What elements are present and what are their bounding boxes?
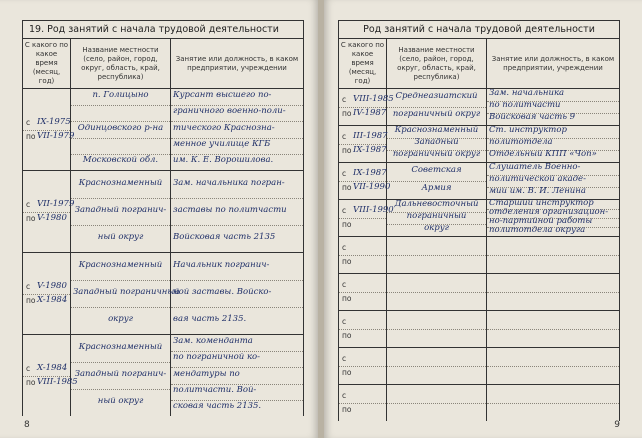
ruled-line [487,292,619,293]
place-cell [387,163,487,200]
job-box [171,89,303,170]
place-box [71,171,170,252]
place-cell [387,311,487,348]
left-page-number: 8 [24,420,30,430]
right-header-place: Название местности (село, район, город, округ, область, край, республика) [387,39,487,89]
ruled-line [387,255,486,256]
place-cell [387,200,487,237]
ruled-line [387,181,486,182]
to-label: по [342,294,352,303]
place-cell [387,274,487,311]
place-text: пограничный [406,211,467,221]
position-text: мии им. В. И. Ленина [489,186,586,196]
period-divider [339,255,386,256]
place-box [387,237,486,273]
place-box [387,163,486,199]
period-divider [339,218,386,219]
to-date: VII-1979 [37,130,75,141]
position-text: вая часть 2135. [173,313,247,324]
to-label: по [26,377,36,387]
ruled-line [487,403,619,404]
ruled-line [487,255,619,256]
position-text: Начальник погранич- [173,259,270,270]
place-text: Краснознаменный [78,177,163,188]
position-text: Ст. инструктор [489,125,567,135]
job-box [487,311,619,347]
place-cell [387,89,487,126]
period-box [339,163,391,199]
ruled-line [387,107,486,108]
position-text: политотдела округа [489,224,586,235]
position-text: но-партийной работы [489,215,593,226]
table-row [339,385,620,422]
period-cell [339,311,387,348]
table-row [339,163,620,200]
place-text: Краснознаменный [78,341,163,352]
period-cell [339,385,387,422]
place-box [387,385,486,421]
right-page-number: 9 [614,420,620,430]
place-text: ный округ [97,395,144,406]
from-date: X-1984 [37,362,68,373]
period-cell [339,89,394,126]
period-divider [339,403,386,404]
period-box [339,385,386,421]
table-row [339,348,620,385]
ruled-line [71,105,170,106]
position-cell [487,89,620,126]
place-text: Западный пограничный [73,286,180,297]
position-text: Курсант высшего по- [173,90,272,101]
to-label: по [342,257,352,266]
period-cell [339,163,391,200]
ruled-line [387,329,486,330]
table-row [339,89,620,126]
to-date: VIII-1985 [37,376,78,387]
place-text: Московской обл. [82,154,159,165]
from-date: V-1980 [37,280,67,291]
position-text: Зам. коменданта [173,336,253,347]
place-text: Дальневосточный [394,199,479,209]
job-box [487,163,619,199]
place-box [387,89,486,125]
period-box [339,126,386,162]
to-label: по [342,109,352,118]
ruled-line [387,403,486,404]
to-date: IX-1987 [353,145,387,155]
period-cell [23,171,75,253]
ruled-line [387,292,486,293]
position-text: мендатуры по [173,368,240,379]
position-cell [487,385,620,422]
position-cell [171,253,304,335]
period-cell [23,335,78,417]
from-label: с [342,391,347,400]
position-text: по пограничной ко- [173,352,261,363]
position-text: Старший инструктор [489,197,594,208]
ruled-line [387,366,486,367]
job-box [487,197,619,236]
position-cell [487,126,620,163]
to-label: по [342,368,352,377]
position-cell [487,197,620,237]
position-cell [487,237,620,274]
table-row [23,171,304,253]
right-section-title: Род занятий с начала трудовой деятельности [338,20,620,38]
from-label: с [342,280,347,289]
position-cell [171,335,304,417]
period-cell [339,126,387,163]
to-label: по [342,146,352,155]
position-text: менное училище КГБ [173,138,271,149]
place-text: Западный [414,137,459,147]
left-header-period: С какого по какое время (месяц, год) [23,39,71,89]
position-text: Зам. начальника [489,88,565,98]
period-cell [23,89,75,171]
from-label: с [342,243,347,252]
to-label: по [26,213,36,223]
job-box [171,335,303,416]
place-text: округ [424,223,449,233]
position-text: им. К. Е. Ворошилова. [173,154,274,165]
place-text: п. Голицыно [92,90,149,101]
period-box [339,200,394,236]
place-box [387,274,486,310]
place-cell [387,126,487,163]
table-row [339,274,620,311]
place-text: Советская [411,165,462,175]
from-date: VII-1979 [37,198,75,209]
to-label: по [26,295,36,305]
place-text: ный округ [97,231,144,242]
position-text: политотдела [489,137,553,147]
period-cell [339,200,394,237]
job-box [487,237,619,273]
place-text: Армия [421,183,452,193]
left-header-place: Название местности (село, район, город, округ, область, край, республика) [71,39,171,89]
table-row [339,126,620,163]
job-box [171,171,303,252]
right-header-period: С какого по какое время (месяц, год) [339,39,387,89]
position-text: граничного военно-поли- [173,106,286,117]
from-label: с [26,363,31,373]
job-box [487,385,619,421]
place-box [387,200,486,236]
place-cell [71,335,171,417]
ruled-line [71,280,170,281]
position-text: Войсковая часть 9 [489,112,576,122]
to-label: по [342,331,352,340]
from-label: с [342,132,347,141]
position-text: ной заставы. Войско- [173,286,272,297]
right-header-position: Занятие или должность, в каком предприятии, учреждении [487,39,620,89]
ruled-line [171,280,303,281]
position-cell [171,89,304,171]
table-row [23,89,304,171]
to-date: V-1980 [37,212,67,223]
from-label: с [342,169,347,178]
position-cell [487,311,620,348]
position-text: политической акаде- [489,174,586,184]
to-label: по [342,183,352,192]
place-box [71,335,170,416]
left-page [0,0,318,438]
from-label: с [342,206,347,215]
left-section-title: 19. Род занятий с начала трудовой деятельности [22,20,304,38]
right-sheet [338,20,620,414]
position-text: Зам. начальника погран- [173,177,285,188]
period-divider [339,292,386,293]
period-box [23,171,75,252]
period-box [339,237,386,273]
from-date: VIII-1990 [353,205,394,215]
place-text: Одинцовского р-на [77,122,164,133]
position-text: тического Краснозна- [173,122,275,133]
from-label: с [26,281,31,291]
period-divider [339,366,386,367]
left-header-position: Занятие или должность, в каком предприятии, учреждении [171,39,304,89]
left-sheet [22,20,304,414]
place-cell [71,253,180,335]
left-employment-table [22,38,304,416]
period-box [23,335,78,416]
position-text: политчасти. Вой- [173,384,257,395]
ruled-line [71,225,170,226]
position-cell [487,348,620,385]
ruled-line [71,138,170,139]
position-text: по политчасти [489,100,561,110]
from-label: с [342,95,347,104]
period-box [339,89,394,125]
job-box [171,253,303,334]
position-text: Войсковая часть 2135 [173,231,276,242]
place-box [71,89,170,170]
ruled-line [71,362,170,363]
place-box [71,253,180,334]
table-row [23,335,304,417]
from-date: III-1987 [353,131,388,141]
place-cell [387,385,487,422]
to-date: IV-1987 [353,108,387,118]
to-label: по [342,220,352,229]
table-row [339,311,620,348]
to-date: X-1984 [37,294,68,305]
place-cell [71,89,171,171]
from-date: IX-1987 [353,168,387,178]
position-text: заставы по политчасти [173,204,287,215]
to-label: по [342,405,352,414]
position-cell [487,274,620,311]
period-box [23,89,75,170]
table-row [23,253,304,335]
ruled-line [171,198,303,199]
place-text: Западный погранич- [74,204,167,215]
place-cell [387,348,487,385]
job-box [487,126,619,162]
from-date: VIII-1985 [353,94,394,104]
table-row [339,237,620,274]
to-date: VII-1990 [353,182,391,192]
place-box [387,126,486,162]
period-cell [339,274,387,311]
place-text: Краснознаменный [394,125,479,135]
ruled-line [71,198,170,199]
place-cell [387,237,487,274]
ruled-line [71,389,170,390]
place-text: Краснознаменный [78,259,163,270]
job-box [487,348,619,384]
ruled-line [71,307,170,308]
ruled-line [487,329,619,330]
from-label: с [342,354,347,363]
ruled-line [171,225,303,226]
position-text: Отдельный КПП «Чоп» [489,149,597,159]
from-label: с [26,199,31,209]
position-cell [171,171,304,253]
position-text: отделения организацион- [489,206,609,217]
period-cell [339,237,387,274]
to-label: по [26,131,36,141]
period-box [339,348,386,384]
position-cell [487,163,620,200]
from-label: с [26,117,31,127]
place-text: пограничный округ [392,109,481,119]
ruled-line [487,366,619,367]
place-text: Среднеазиатский [395,91,478,101]
ruled-line [171,307,303,308]
period-cell [23,253,71,335]
position-text: сковая часть 2135. [173,400,262,411]
position-text: Слушатель Военно- [489,162,581,172]
right-employment-table [338,38,620,421]
period-box [339,274,386,310]
period-cell [339,348,387,385]
from-label: с [342,317,347,326]
period-divider [339,329,386,330]
period-box [339,311,386,347]
period-box [23,253,70,334]
place-text: округ [108,313,133,324]
place-cell [71,171,171,253]
place-box [387,311,486,347]
place-box [387,348,486,384]
right-page [324,0,642,438]
from-date: IX-1975 [37,116,71,127]
table-row [339,200,620,237]
place-text: пограничный округ [392,149,481,159]
job-box [487,274,619,310]
job-box [487,89,619,125]
place-text: Западный погранич- [74,368,167,379]
